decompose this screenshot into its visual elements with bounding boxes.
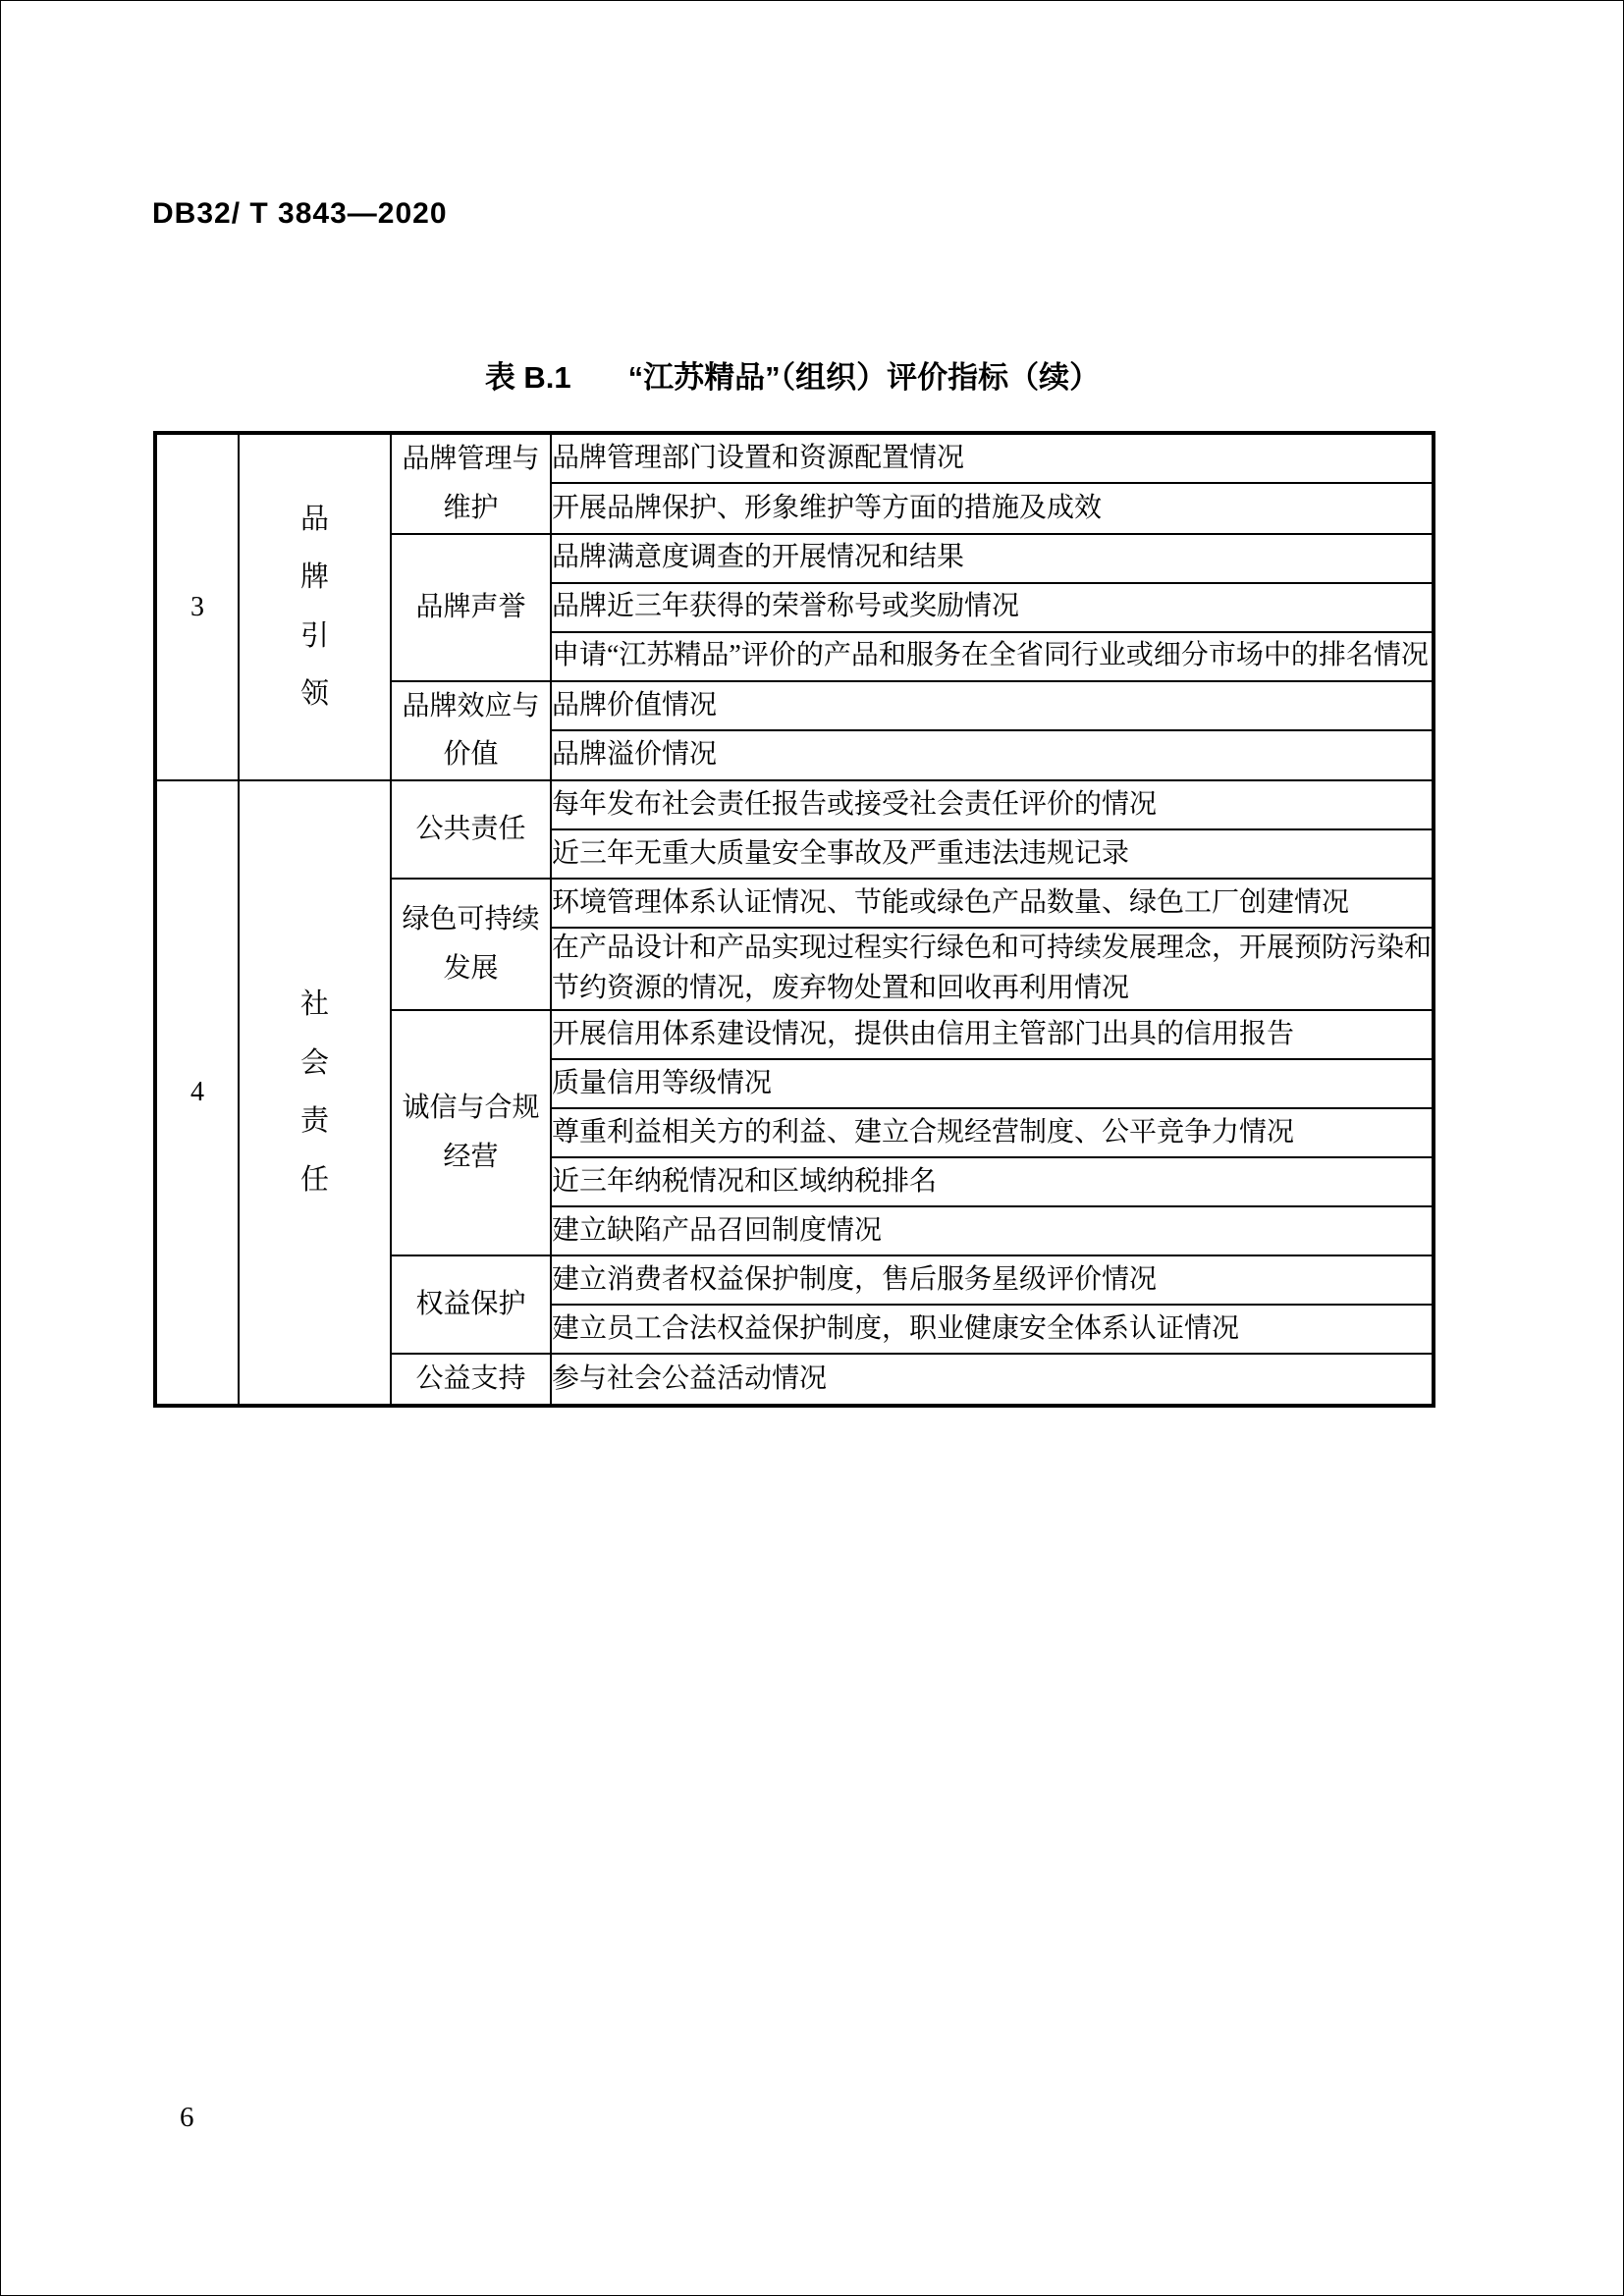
indicator-cell: 品牌管理部门设置和资源配置情况: [551, 433, 1434, 483]
indicator-cell: 开展品牌保护、形象维护等方面的措施及成效: [551, 483, 1434, 533]
table-row: [155, 780, 1434, 829]
group-cell: 绿色可持续发展: [391, 879, 551, 1010]
indicator-cell: 参与社会公益活动情况: [551, 1354, 1434, 1406]
indicator-cell: 申请“江苏精品”评价的产品和服务在全省同行业或细分市场中的排名情况: [551, 632, 1434, 681]
row-no-cell: 3: [155, 433, 239, 780]
indicator-cell: 建立消费者权益保护制度，售后服务星级评价情况: [551, 1255, 1434, 1305]
indicator-cell: 品牌溢价情况: [551, 730, 1434, 780]
category-cell: [239, 780, 391, 1406]
table-title-text: “江苏精品”（组织）评价指标（续）: [627, 360, 1101, 395]
indicator-cell: 环境管理体系认证情况、节能或绿色产品数量、绿色工厂创建情况: [551, 879, 1434, 928]
category-vertical-text: 品牌引领: [299, 503, 329, 711]
page-number: 6: [180, 2102, 194, 2133]
category-cell: [239, 433, 391, 780]
group-cell: 品牌声誉: [391, 534, 551, 681]
table-label: 表 B.1: [484, 360, 571, 395]
indicator-cell: 在产品设计和产品实现过程实行绿色和可持续发展理念，开展预防污染和节约资源的情况，废弃物处置和回收再利用情况: [551, 928, 1434, 1010]
indicator-cell: 品牌满意度调查的开展情况和结果: [551, 534, 1434, 583]
indicator-cell: 建立员工合法权益保护制度，职业健康安全体系认证情况: [551, 1305, 1434, 1354]
group-cell: 权益保护: [391, 1255, 551, 1354]
indicator-cell: 品牌近三年获得的荣誉称号或奖励情况: [551, 583, 1434, 632]
group-cell: 公共责任: [391, 780, 551, 879]
indicator-cell: 开展信用体系建设情况，提供由信用主管部门出具的信用报告: [551, 1010, 1434, 1059]
category-vertical-text: 社会责任: [299, 988, 329, 1196]
indicator-cell: 质量信用等级情况: [551, 1059, 1434, 1108]
group-cell: 诚信与合规经营: [391, 1010, 551, 1255]
group-cell: 品牌效应与价值: [391, 681, 551, 781]
indicator-cell: 尊重利益相关方的利益、建立合规经营制度、公平竞争力情况: [551, 1108, 1434, 1157]
indicator-cell: 近三年纳税情况和区域纳税排名: [551, 1157, 1434, 1206]
table-row: [155, 433, 1434, 483]
indicator-cell: 近三年无重大质量安全事故及严重违法违规记录: [551, 829, 1434, 879]
indicator-cell: 品牌价值情况: [551, 681, 1434, 731]
group-cell: 公益支持: [391, 1354, 551, 1406]
evaluation-table-container: [153, 431, 1435, 1408]
table-title: [153, 352, 1432, 397]
row-no-cell: 4: [155, 780, 239, 1406]
evaluation-table: [153, 431, 1435, 1408]
indicator-cell: 建立缺陷产品召回制度情况: [551, 1206, 1434, 1255]
group-cell: 品牌管理与维护: [391, 433, 551, 534]
doc-number: DB32/ T 3843—2020: [152, 197, 448, 230]
indicator-cell: 每年发布社会责任报告或接受社会责任评价的情况: [551, 780, 1434, 829]
